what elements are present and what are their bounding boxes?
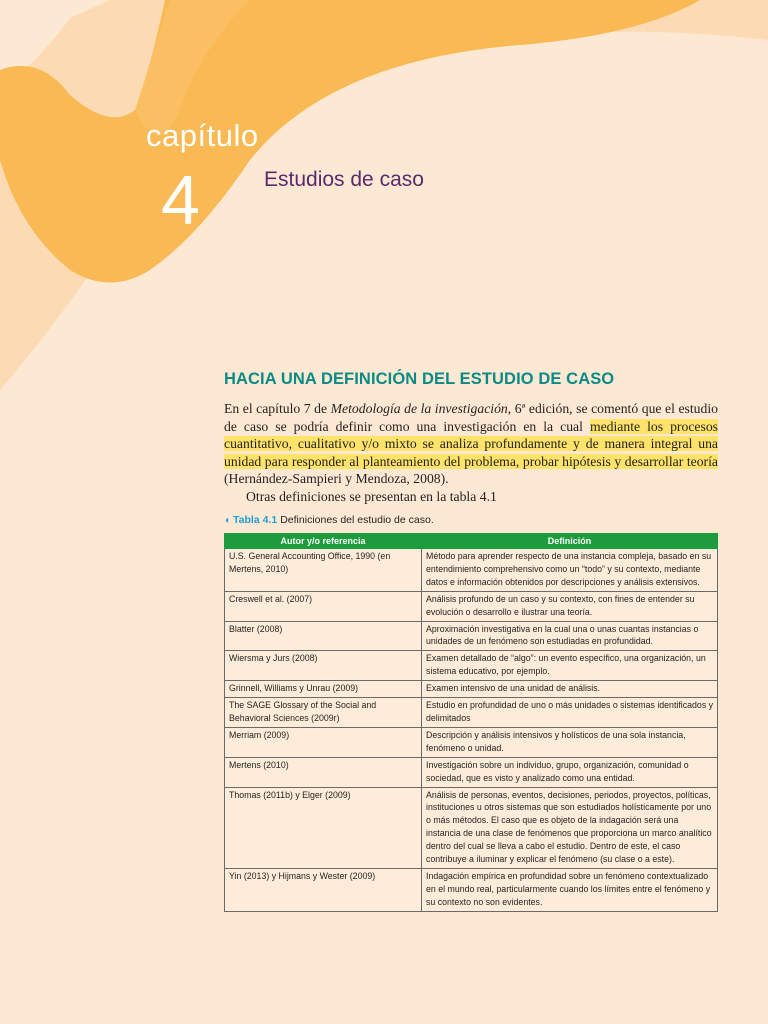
- table-row: [225, 787, 718, 868]
- table-row: [225, 591, 718, 621]
- caption-bullet-icon: ◖: [224, 515, 231, 526]
- definition-cell: Aproximación investigativa en la cual una o unas cuantas instancias o unidades de un fenómeno son estudiadas en profundidad.: [422, 621, 718, 651]
- chapter-title: Estudios de caso: [264, 168, 424, 191]
- definition-cell: Análisis de personas, eventos, decisiones, periodos, proyectos, políticas, instituciones u otros sistemas que son estudiados holísticamente por uno o más métodos. El caso que es objeto de la indagación será una instancia de una clase de fenómenos que proporciona un marco analítico dentro del cual se lleva a cabo el estudio. Dentro de este, el caso contribuye a iluminar y explicar el fenómeno (su clase o a este).: [422, 787, 718, 868]
- author-cell: Creswell et al. (2007): [225, 591, 422, 621]
- paragraph-table-reference: Otras definiciones se presentan en la tabla 4.1: [246, 488, 497, 504]
- definition-cell: Examen intensivo de una unidad de análisis.: [422, 681, 718, 698]
- author-cell: Yin (2013) y Hijmans y Wester (2009): [225, 868, 422, 911]
- paragraph-definition: [224, 400, 718, 488]
- table-row: [225, 727, 718, 757]
- definition-cell: Indagación empírica en profundidad sobre un fenómeno contextualizado en el mundo real, particularmente cuando los límites entre el fenómeno y su contexto no son evidentes.: [422, 868, 718, 911]
- author-cell: U.S. General Accounting Office, 1990 (en Mertens, 2010): [225, 549, 422, 592]
- highlighted-text: mediante los procesos cuantitativo, cualitativo y/o mixto se analiza profundamente y de manera integral una unidad para responder al planteamiento del problema, probar hipótesis y desarrollar teoría: [224, 418, 718, 469]
- table-caption: [224, 514, 434, 526]
- definition-cell: Método para aprender respecto de una instancia compleja, basado en su entendimiento comprehensivo como un “todo” y su contexto, mediante datos e información obtenidos por descripciones y análisis extensivos.: [422, 549, 718, 592]
- table-row: [225, 549, 718, 592]
- definition-cell: Investigación sobre un individuo, grupo, organización, comunidad o sociedad, que es visto y analizado como una entidad.: [422, 757, 718, 787]
- body-text: [224, 400, 718, 505]
- author-cell: Thomas (2011b) y Elger (2009): [225, 787, 422, 868]
- author-cell: Merriam (2009): [225, 727, 422, 757]
- table-caption-text: Definiciones del estudio de caso.: [280, 514, 434, 526]
- table-row: [225, 651, 718, 681]
- author-cell: Mertens (2010): [225, 757, 422, 787]
- definitions-table: [224, 533, 718, 912]
- chapter-number: 4: [161, 161, 200, 239]
- book-title: Metodología de la investigación: [330, 401, 508, 416]
- column-header-author: Autor y/o referencia: [225, 534, 422, 549]
- author-cell: Grinnell, Williams y Unrau (2009): [225, 681, 422, 698]
- paragraph-text: En el capítulo 7 de: [224, 401, 331, 416]
- table-row: [225, 681, 718, 698]
- chapter-label: capítulo: [146, 118, 259, 153]
- table-row: [225, 757, 718, 787]
- author-cell: Blatter (2008): [225, 621, 422, 651]
- column-header-definition: Definición: [422, 534, 718, 549]
- definition-cell: Examen detallado de “algo”: un evento específico, una organización, un sistema educativo, por ejemplo.: [422, 651, 718, 681]
- table-row: [225, 868, 718, 911]
- definition-cell: Estudio en profundidad de uno o más unidades o sistemas identificados y delimitados: [422, 698, 718, 728]
- paragraph-text: , 6ª edición, se comentó que el estudio de caso se podría definir como una investigación en la cual: [224, 401, 719, 434]
- paragraph-text: (Hernández-Sampieri y Mendoza, 2008).: [224, 471, 449, 486]
- table-header-row: [225, 534, 718, 549]
- table-row: [225, 698, 718, 728]
- author-cell: The SAGE Glossary of the Social and Behavioral Sciences (2009r): [225, 698, 422, 728]
- author-cell: Wiersma y Jurs (2008): [225, 651, 422, 681]
- definition-cell: Análisis profundo de un caso y su contexto, con fines de entender su evolución o desarrollo e ilustrar una teoría.: [422, 591, 718, 621]
- section-heading: HACIA UNA DEFINICIÓN DEL ESTUDIO DE CASO: [224, 370, 615, 388]
- table-row: [225, 621, 718, 651]
- table-label: Tabla 4.1: [233, 514, 278, 526]
- definition-cell: Descripción y análisis intensivos y holísticos de una sola instancia, fenómeno o unidad.: [422, 727, 718, 757]
